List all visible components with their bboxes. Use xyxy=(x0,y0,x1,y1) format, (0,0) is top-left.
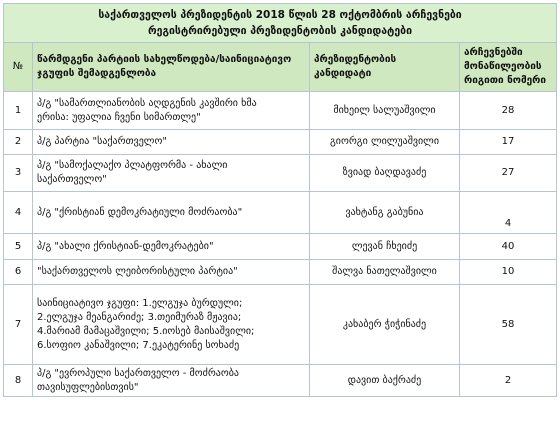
row-party xyxy=(33,92,310,130)
row-party xyxy=(33,192,310,234)
table-row xyxy=(4,285,557,365)
party-line: პ/გ "ევროპული საქართველო - მოძრაობა xyxy=(37,367,239,379)
party-line: 2.ელგუჯა მეანგარიძე; 3.თეიმურაზ მჟავია; xyxy=(37,311,242,323)
row-party xyxy=(33,155,310,192)
row-reg-number: 58 xyxy=(460,285,557,365)
header-num: № xyxy=(4,43,33,92)
header-party: წარმდგენი პარტიის სახელწოდება/საინიციატივო ჯგუფის შემადგენლობა xyxy=(33,43,310,92)
table-row xyxy=(4,234,557,260)
row-num: 2 xyxy=(4,130,33,155)
candidates-table xyxy=(3,3,557,397)
row-party xyxy=(33,130,310,155)
title-line-2: რეგისტრირებული პრეზიდენტობის კანდიდატები xyxy=(148,25,413,37)
party-line: პ/გ "ახალი ქრისტიან-დემოკრატები" xyxy=(37,240,214,252)
party-line: საქართველო" xyxy=(37,174,107,185)
title-line-1: საქართველოს პრეზიდენტის 2018 წლის 28 ოქტომბრის არჩევნები xyxy=(98,9,462,21)
party-line: პ/გ "ქრისტიან დემოკრატიული მოძრაობა" xyxy=(37,206,243,218)
party-line: პ/გ პარტია "საქართველო" xyxy=(37,136,167,147)
row-candidate: ვახტანგ გაბუნია xyxy=(310,192,460,234)
row-reg-number: 4 xyxy=(460,192,557,234)
party-line: ერისა: უფალია ჩვენი სიმართლე" xyxy=(37,111,201,123)
party-line: საინიციატივო ჯგუფი: 1.ელგუჯა ბურდული; xyxy=(37,297,243,309)
header-candidate: პრეზიდენტობის კანდიდატი xyxy=(310,43,460,92)
row-party xyxy=(33,285,310,365)
row-num: 6 xyxy=(4,260,33,285)
row-reg-number: 27 xyxy=(460,155,557,192)
row-reg-number: 10 xyxy=(460,260,557,285)
title-row xyxy=(4,4,557,43)
row-candidate: ზვიად ბაღდავაძე xyxy=(310,155,460,192)
row-num: 8 xyxy=(4,365,33,397)
row-reg-number: 17 xyxy=(460,130,557,155)
row-reg-number: 40 xyxy=(460,234,557,260)
row-num: 1 xyxy=(4,92,33,130)
row-candidate: კახაბერ ჭიჭინაძე xyxy=(310,285,460,365)
table-row xyxy=(4,92,557,130)
row-reg-number: 28 xyxy=(460,92,557,130)
row-party xyxy=(33,365,310,397)
row-party xyxy=(33,234,310,260)
party-line: 4.მარიამ მამაცაშვილი; 5.იოსებ მაისაშვილი; xyxy=(37,325,255,337)
header-reg: არჩევნებში მონაწილეობის რიგითი ნომერი xyxy=(460,43,557,92)
row-candidate: დავით ბაქრაძე xyxy=(310,365,460,397)
row-candidate: შალვა ნათელაშვილი xyxy=(310,260,460,285)
row-num: 4 xyxy=(4,192,33,234)
table-row xyxy=(4,130,557,155)
header-row xyxy=(4,43,557,92)
table-row xyxy=(4,365,557,397)
row-reg-number: 2 xyxy=(460,365,557,397)
party-line: 6.სოფიო კანაშვილი; 7.ეკატერინე სოხაძე xyxy=(37,339,240,351)
document-title xyxy=(4,4,557,43)
row-candidate: მიხეილ სალუაშვილი xyxy=(310,92,460,130)
party-line: თავისუფლებისთვის" xyxy=(37,381,139,393)
table-row xyxy=(4,155,557,192)
row-num: 5 xyxy=(4,234,33,260)
row-party xyxy=(33,260,310,285)
party-line: პ/გ "სამართლიანობის აღდგენის კავშირი ხმა xyxy=(37,97,257,109)
row-num: 3 xyxy=(4,155,33,192)
table-row xyxy=(4,260,557,285)
row-num: 7 xyxy=(4,285,33,365)
table-row xyxy=(4,192,557,234)
party-line: პ/გ "სამოქალაქო პლატფორმა - ახალი xyxy=(37,160,228,171)
row-candidate: ლევან ჩხეიძე xyxy=(310,234,460,260)
row-candidate: გიორგი ლილუაშვილი xyxy=(310,130,460,155)
party-line: "საქართველოს ლეიბორისტული პარტია" xyxy=(37,266,238,277)
